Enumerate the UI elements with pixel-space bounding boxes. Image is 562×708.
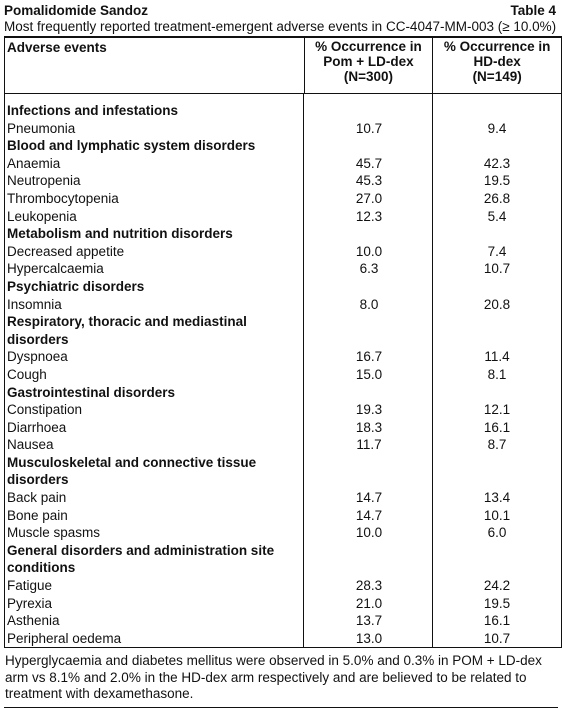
hd-dex-value: 16.1 bbox=[483, 613, 511, 629]
category-label: disorders bbox=[7, 472, 69, 488]
adverse-event-label: Peripheral oedema bbox=[7, 630, 122, 646]
pom-ld-dex-value: 11.7 bbox=[356, 437, 382, 453]
table-row bbox=[5, 296, 561, 314]
hd-dex-value: 5.4 bbox=[487, 208, 507, 224]
table-body bbox=[5, 94, 561, 647]
table-rows bbox=[5, 94, 561, 647]
pom-ld-dex-value: 13.7 bbox=[355, 613, 383, 629]
adverse-event-label: Nausea bbox=[7, 437, 54, 453]
table-caption: Most frequently reported treatment-emergent adverse events in CC-4047-MM-003 (≥ 10.0%) bbox=[4, 19, 557, 34]
category-row bbox=[5, 137, 561, 155]
document-title: Pomalidomide Sandoz bbox=[4, 3, 149, 18]
category-row bbox=[5, 384, 561, 402]
category-label: Blood and lymphatic system disorders bbox=[7, 138, 256, 154]
table-header-row bbox=[5, 37, 562, 94]
hd-dex-value: 19.5 bbox=[483, 173, 511, 189]
adverse-event-label: Pyrexia bbox=[7, 595, 53, 611]
adverse-event-label: Bone pain bbox=[7, 507, 68, 523]
hd-dex-value bbox=[433, 384, 561, 402]
document-page bbox=[4, 0, 558, 708]
hd-dex-value bbox=[433, 542, 561, 560]
hd-dex-value: 10.7 bbox=[483, 261, 511, 277]
category-row bbox=[5, 559, 561, 577]
category-label: conditions bbox=[7, 560, 76, 576]
table-row bbox=[5, 208, 561, 226]
table-row bbox=[5, 243, 561, 261]
adverse-event-label: Insomnia bbox=[7, 296, 62, 312]
table-row bbox=[5, 172, 561, 190]
document-header bbox=[4, 0, 558, 36]
table-number: Table 4 bbox=[510, 3, 556, 18]
table-row bbox=[5, 436, 561, 454]
table-row bbox=[5, 155, 561, 173]
table-row bbox=[5, 120, 561, 138]
category-row bbox=[5, 542, 561, 560]
table-row bbox=[5, 260, 561, 278]
column-header-pom-ld-dex: % Occurrence in Pom + LD-dex (N=300) bbox=[304, 37, 433, 94]
hd-dex-value bbox=[433, 225, 561, 243]
hd-dex-value: 26.8 bbox=[483, 190, 511, 206]
pom-ld-dex-value: 45.7 bbox=[355, 155, 383, 171]
adverse-event-label: Cough bbox=[7, 366, 47, 382]
pom-ld-dex-value: 10.0 bbox=[355, 525, 383, 541]
footnote: Hyperglycaemia and diabetes mellitus were observed in 5.0% and 0.3% in POM + LD-dex arm vs 8.1% and 2.0% in the HD-dex arm respectively and are believed to be related to treatment with dexamethasone. bbox=[5, 653, 542, 702]
hd-dex-value: 16.1 bbox=[483, 419, 511, 435]
adverse-event-label: Asthenia bbox=[7, 613, 60, 629]
adverse-event-label: Pneumonia bbox=[7, 120, 76, 136]
pom-ld-dex-value bbox=[305, 542, 433, 560]
table-row bbox=[5, 507, 561, 525]
adverse-event-label: Neutropenia bbox=[7, 173, 81, 189]
table-row bbox=[5, 348, 561, 366]
table-row bbox=[5, 190, 561, 208]
category-label: General disorders and administration site bbox=[7, 542, 275, 558]
adverse-event-label: Fatigue bbox=[7, 578, 53, 594]
adverse-event-label: Dyspnoea bbox=[7, 349, 68, 365]
pom-ld-dex-value: 15.0 bbox=[355, 366, 383, 382]
hd-dex-value: 6.0 bbox=[487, 525, 507, 541]
column-divider bbox=[432, 94, 433, 647]
pom-ld-dex-value bbox=[305, 278, 433, 296]
hd-dex-value: 8.7 bbox=[487, 437, 507, 453]
hd-dex-value bbox=[433, 102, 561, 120]
category-label: Infections and infestations bbox=[7, 103, 179, 118]
pom-ld-dex-value: 14.7 bbox=[355, 490, 383, 506]
adverse-event-label: Hypercalcaemia bbox=[7, 261, 104, 277]
category-row bbox=[5, 331, 561, 349]
pom-ld-dex-value: 14.7 bbox=[355, 507, 383, 523]
column-header-adverse-events: Adverse events bbox=[5, 37, 305, 94]
pom-ld-dex-value bbox=[305, 471, 433, 489]
category-row bbox=[5, 225, 561, 243]
pom-ld-dex-value bbox=[305, 559, 433, 577]
pom-ld-dex-value: 45.3 bbox=[355, 173, 383, 189]
hd-dex-value: 24.2 bbox=[483, 578, 511, 594]
hd-dex-value: 10.7 bbox=[483, 630, 511, 646]
category-label: disorders bbox=[7, 331, 69, 347]
table-row bbox=[5, 419, 561, 437]
category-label: Musculoskeletal and connective tissue bbox=[7, 454, 257, 470]
adverse-event-label: Decreased appetite bbox=[7, 243, 125, 259]
pom-ld-dex-value: 16.7 bbox=[355, 349, 383, 365]
hd-dex-value: 19.5 bbox=[483, 595, 511, 611]
column-divider bbox=[303, 94, 304, 647]
hd-dex-value bbox=[433, 454, 561, 472]
pom-ld-dex-value: 19.3 bbox=[355, 402, 383, 418]
pom-ld-dex-value: 18.3 bbox=[355, 419, 383, 435]
hd-dex-value bbox=[433, 278, 561, 296]
hd-dex-value bbox=[433, 331, 561, 349]
hd-dex-value: 12.1 bbox=[483, 402, 511, 418]
pom-ld-dex-value: 10.7 bbox=[355, 120, 383, 136]
adverse-event-label: Muscle spasms bbox=[7, 525, 101, 541]
table-row bbox=[5, 366, 561, 384]
hd-dex-value bbox=[433, 559, 561, 577]
adverse-event-label: Anaemia bbox=[7, 155, 61, 171]
pom-ld-dex-value bbox=[305, 137, 433, 155]
category-label: Gastrointestinal disorders bbox=[7, 384, 176, 400]
hd-dex-value: 13.4 bbox=[483, 490, 511, 506]
category-label: Respiratory, thoracic and mediastinal bbox=[7, 314, 247, 330]
pom-ld-dex-value: 8.0 bbox=[359, 296, 379, 312]
category-label: Psychiatric disorders bbox=[7, 278, 145, 294]
pom-ld-dex-value: 28.3 bbox=[355, 578, 383, 594]
hd-dex-value: 9.4 bbox=[487, 120, 507, 136]
hd-dex-value: 20.8 bbox=[483, 296, 511, 312]
hd-dex-value bbox=[433, 471, 561, 489]
pom-ld-dex-value: 10.0 bbox=[355, 243, 383, 259]
pom-ld-dex-value bbox=[305, 225, 433, 243]
table-row bbox=[5, 401, 561, 419]
table-body-row bbox=[5, 94, 562, 648]
pom-ld-dex-value: 12.3 bbox=[355, 208, 383, 224]
pom-ld-dex-value bbox=[305, 313, 433, 331]
category-row bbox=[5, 454, 561, 472]
pom-ld-dex-value bbox=[305, 454, 433, 472]
hd-dex-value: 42.3 bbox=[483, 155, 511, 171]
category-row bbox=[5, 313, 561, 331]
adverse-event-label: Leukopenia bbox=[7, 208, 77, 224]
hd-dex-value bbox=[433, 137, 561, 155]
adverse-event-label: Diarrhoea bbox=[7, 419, 67, 435]
pom-ld-dex-value: 27.0 bbox=[355, 190, 383, 206]
table-row bbox=[5, 595, 561, 613]
pom-ld-dex-value bbox=[305, 384, 433, 402]
category-label: Metabolism and nutrition disorders bbox=[7, 226, 233, 242]
adverse-events-table bbox=[4, 36, 562, 648]
category-row bbox=[5, 471, 561, 489]
pom-ld-dex-value bbox=[305, 331, 433, 349]
adverse-event-label: Back pain bbox=[7, 490, 67, 506]
table-row bbox=[5, 489, 561, 507]
table-row bbox=[5, 524, 561, 542]
pom-ld-dex-value: 13.0 bbox=[355, 630, 383, 646]
pom-ld-dex-value: 21.0 bbox=[355, 595, 383, 611]
table-row bbox=[5, 612, 561, 630]
hd-dex-value: 8.1 bbox=[487, 366, 507, 382]
category-row bbox=[5, 102, 561, 120]
pom-ld-dex-value bbox=[305, 102, 433, 120]
adverse-event-label: Thrombocytopenia bbox=[7, 190, 119, 206]
column-header-hd-dex: % Occurrence in HD-dex (N=149) bbox=[433, 37, 562, 94]
table-spacer-row bbox=[5, 94, 561, 102]
hd-dex-value: 11.4 bbox=[484, 349, 510, 365]
pom-ld-dex-value: 6.3 bbox=[359, 261, 379, 277]
adverse-event-label: Constipation bbox=[7, 402, 83, 418]
table-row bbox=[5, 577, 561, 595]
hd-dex-value bbox=[433, 313, 561, 331]
hd-dex-value: 10.1 bbox=[483, 507, 511, 523]
hd-dex-value: 7.4 bbox=[487, 243, 507, 259]
category-row bbox=[5, 278, 561, 296]
table-row bbox=[5, 630, 561, 648]
